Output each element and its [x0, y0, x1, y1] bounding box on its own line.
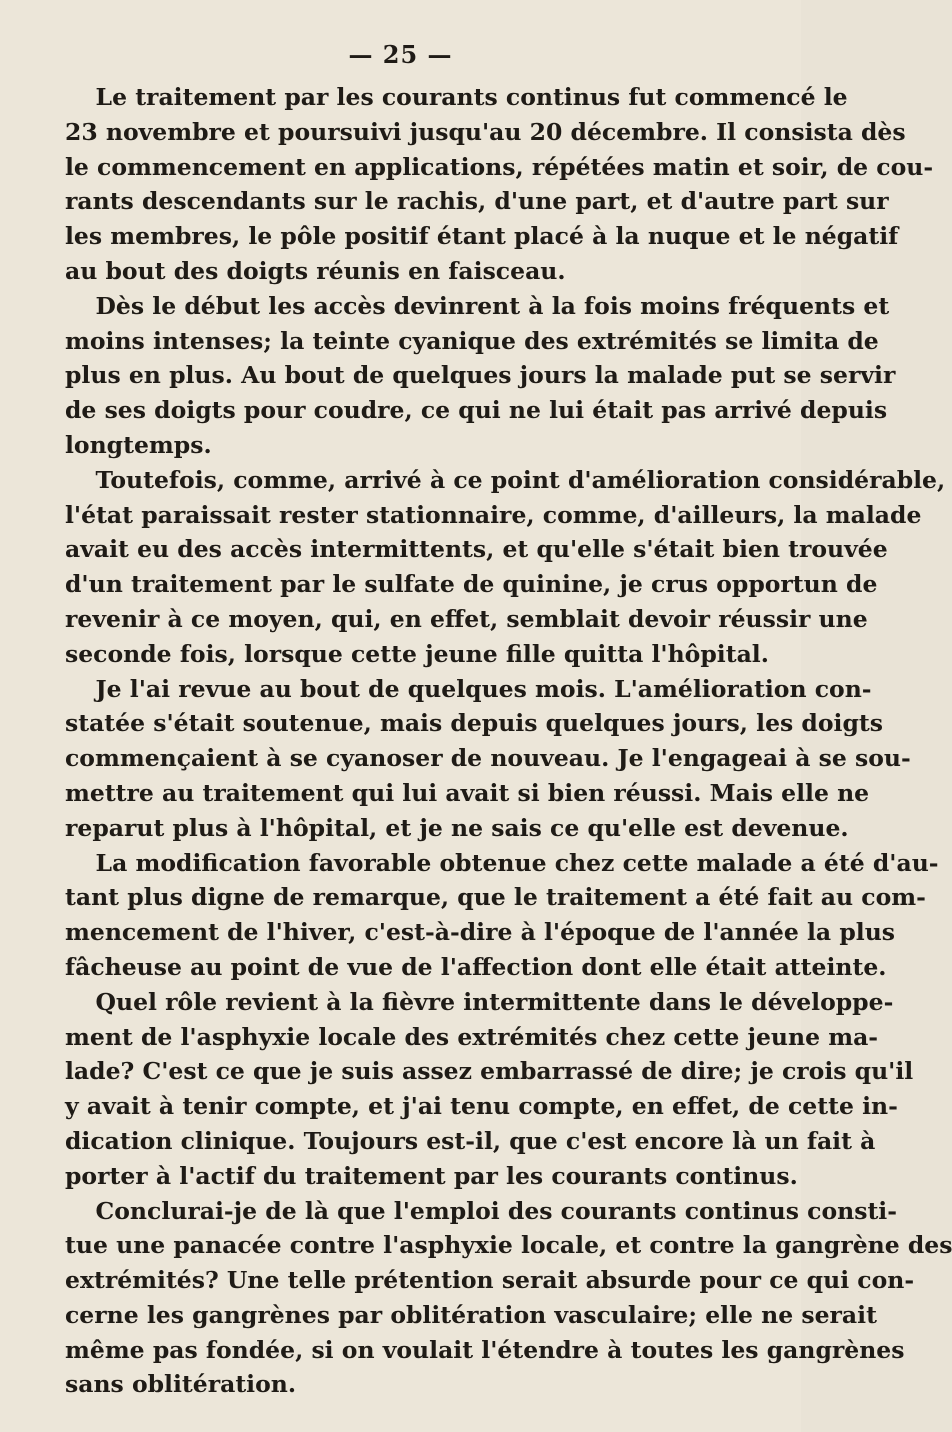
page-number: — 25 — [348, 40, 453, 69]
text-line: tant plus digne de remarque, que le traitement a été fait au com- [65, 883, 926, 912]
body-text [65, 80, 952, 1402]
text-line: reparut plus à l'hôpital, et je ne sais ce qu'elle est devenue. [65, 813, 849, 842]
text-line: extrémités? Une telle prétention serait absurde pour ce qui con- [65, 1266, 915, 1295]
paragraph [65, 289, 896, 463]
text-line: y avait à tenir compte, et j'ai tenu compte, en effet, de cette in- [65, 1092, 898, 1121]
text-line: tue une panacée contre l'asphyxie locale, et contre la gangrène des [65, 1231, 952, 1260]
text-line: Conclurai-je de là que l'emploi des courants continus consti- [95, 1196, 897, 1225]
text-line: porter à l'actif du traitement par les courants continus. [65, 1161, 798, 1190]
text-line: statée s'était soutenue, mais depuis quelques jours, les doigts [65, 709, 883, 738]
text-line: lade? C'est ce que je suis assez embarrassé de dire; je crois qu'il [65, 1057, 914, 1086]
text-line: revenir à ce moyen, qui, en effet, semblait devoir réussir une [65, 604, 868, 633]
text-line: 23 novembre et poursuivi jusqu'au 20 décembre. Il consista dès [65, 117, 906, 146]
paragraph [65, 672, 911, 846]
text-line: sans oblitération. [65, 1370, 297, 1399]
text-line: mettre au traitement qui lui avait si bien réussi. Mais elle ne [65, 778, 870, 807]
text-line: Le traitement par les courants continus fut commencé le [95, 83, 848, 111]
paragraph [65, 80, 934, 289]
text-line: ment de l'asphyxie locale des extrémités chez cette jeune ma- [65, 1022, 879, 1051]
text-line: La modification favorable obtenue chez cette malade a été d'au- [95, 848, 939, 877]
text-line: de ses doigts pour coudre, ce qui ne lui était pas arrivé depuis [65, 396, 888, 425]
text-line: avait eu des accès intermittents, et qu'elle s'était bien trouvée [65, 535, 888, 564]
text-line: plus en plus. Au bout de quelques jours la malade put se servir [65, 361, 896, 390]
text-line: le commencement en applications, répétées matin et soir, de cou- [65, 152, 934, 181]
text-line: les membres, le pôle positif étant placé à la nuque et le négatif [65, 222, 899, 251]
text-line: l'état paraissait rester stationnaire, comme, d'ailleurs, la malade [65, 500, 922, 529]
text-line: cerne les gangrènes par oblitération vasculaire; elle ne serait [65, 1300, 877, 1329]
text-line: Je l'ai revue au bout de quelques mois. L'amélioration con- [95, 674, 872, 703]
text-line: Toutefois, comme, arrivé à ce point d'amélioration considérable, [95, 465, 946, 494]
text-line: moins intenses; la teinte cyanique des extrémités se limita de [65, 326, 879, 355]
paragraph [65, 463, 946, 672]
text-line: même pas fondée, si on voulait l'étendre à toutes les gangrènes [65, 1335, 905, 1364]
paragraph [65, 1194, 952, 1403]
paragraph [65, 985, 914, 1194]
text-line: Quel rôle revient à la fièvre intermittente dans le développe- [95, 987, 894, 1016]
text-line: au bout des doigts réunis en faisceau. [65, 256, 566, 285]
text-line: longtemps. [65, 430, 212, 459]
text-line: dication clinique. Toujours est-il, que c'est encore là un fait à [65, 1126, 876, 1155]
text-line: Dès le début les accès devinrent à la fois moins fréquents et [95, 291, 890, 320]
text-line: fâcheuse au point de vue de l'affection dont elle était atteinte. [65, 952, 887, 981]
text-line: mencement de l'hiver, c'est-à-dire à l'époque de l'année la plus [65, 918, 896, 947]
text-line: seconde fois, lorsque cette jeune fille quitta l'hôpital. [65, 639, 769, 668]
text-line: commençaient à se cyanoser de nouveau. Je l'engageai à se sou- [65, 744, 911, 773]
text-line: rants descendants sur le rachis, d'une part, et d'autre part sur [65, 187, 889, 216]
paragraph [65, 846, 939, 985]
text-line: d'un traitement par le sulfate de quinine, je crus opportun de [65, 570, 878, 599]
